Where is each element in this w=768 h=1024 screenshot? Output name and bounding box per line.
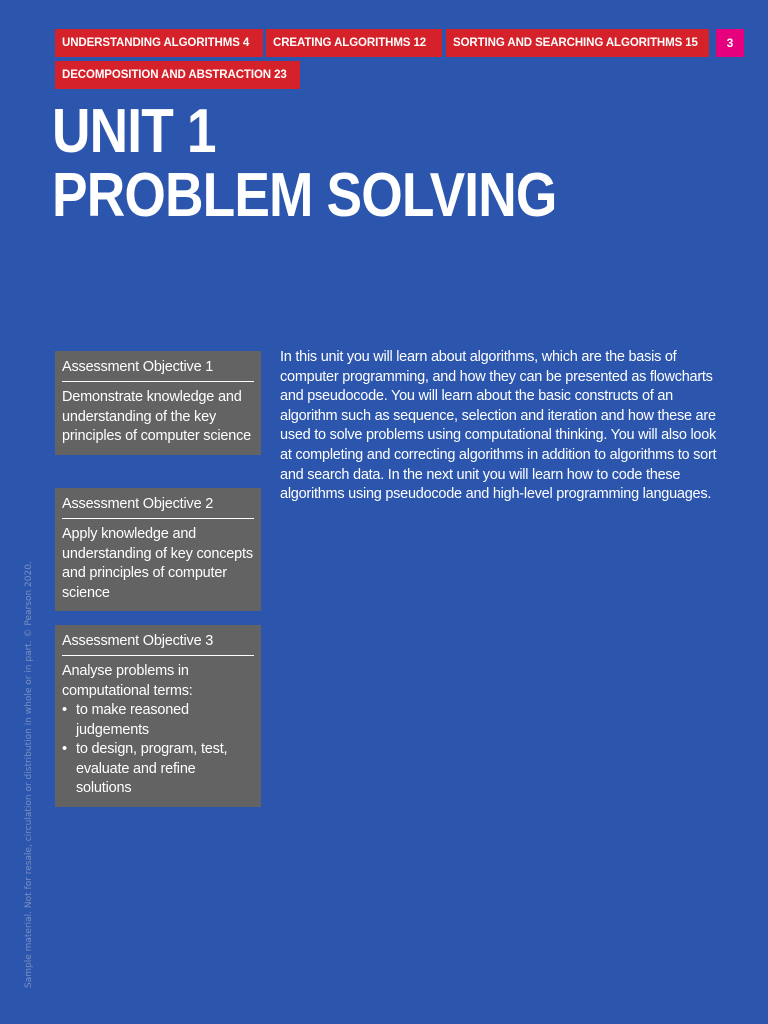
objective-bullet-list (62, 701, 254, 799)
objective-heading: Assessment Objective 3 (62, 631, 254, 656)
objective-bullet: • to make reasoned judgements (62, 701, 254, 740)
objective-heading: Assessment Objective 2 (62, 494, 254, 519)
assessment-objective-1 (55, 351, 261, 455)
objective-body: Demonstrate knowledge and understanding of the key principles of computer science (62, 389, 252, 444)
objective-heading: Assessment Objective 1 (62, 357, 254, 382)
objective-body: Apply knowledge and understanding of key concepts and principles of computer science (62, 526, 253, 601)
unit-number: UNIT 1 (52, 97, 216, 166)
chapter-tab-sorting-searching[interactable]: SORTING AND SEARCHING ALGORITHMS 15 (446, 29, 709, 57)
assessment-objective-2 (55, 488, 261, 611)
unit-intro-paragraph: In this unit you will learn about algorithms, which are the basis of computer programming, and how they can be presented as flowcharts and pseudocode. You will learn about the basic constructs of an algorithm such as sequence, selection and iteration and how these are used to solve problems using computational thinking. You will also look at completing and correcting algorithms in addition to algorithms to sort and search data. In the next unit you will learn how to code these algorithms using pseudocode and high-level programming languages. (280, 349, 717, 503)
assessment-objective-3 (55, 625, 261, 807)
page-number-badge: 3 (716, 29, 744, 57)
objective-bullet: • to design, program, test, evaluate and refine solutions (62, 740, 254, 799)
chapter-tab-decomposition-abstraction[interactable]: DECOMPOSITION AND ABSTRACTION 23 (55, 61, 300, 89)
copyright-side-note: Sample material. Not for resale, circulation or distribution in whole or in part. © Pearson 2020. (24, 561, 34, 988)
objective-body: Analyse problems in computational terms: (62, 663, 193, 699)
chapter-tab-understanding-algorithms[interactable]: UNDERSTANDING ALGORITHMS 4 (55, 29, 263, 57)
unit-name: PROBLEM SOLVING (52, 161, 557, 230)
chapter-tab-creating-algorithms[interactable]: CREATING ALGORITHMS 12 (266, 29, 442, 57)
unit-title (52, 97, 557, 230)
